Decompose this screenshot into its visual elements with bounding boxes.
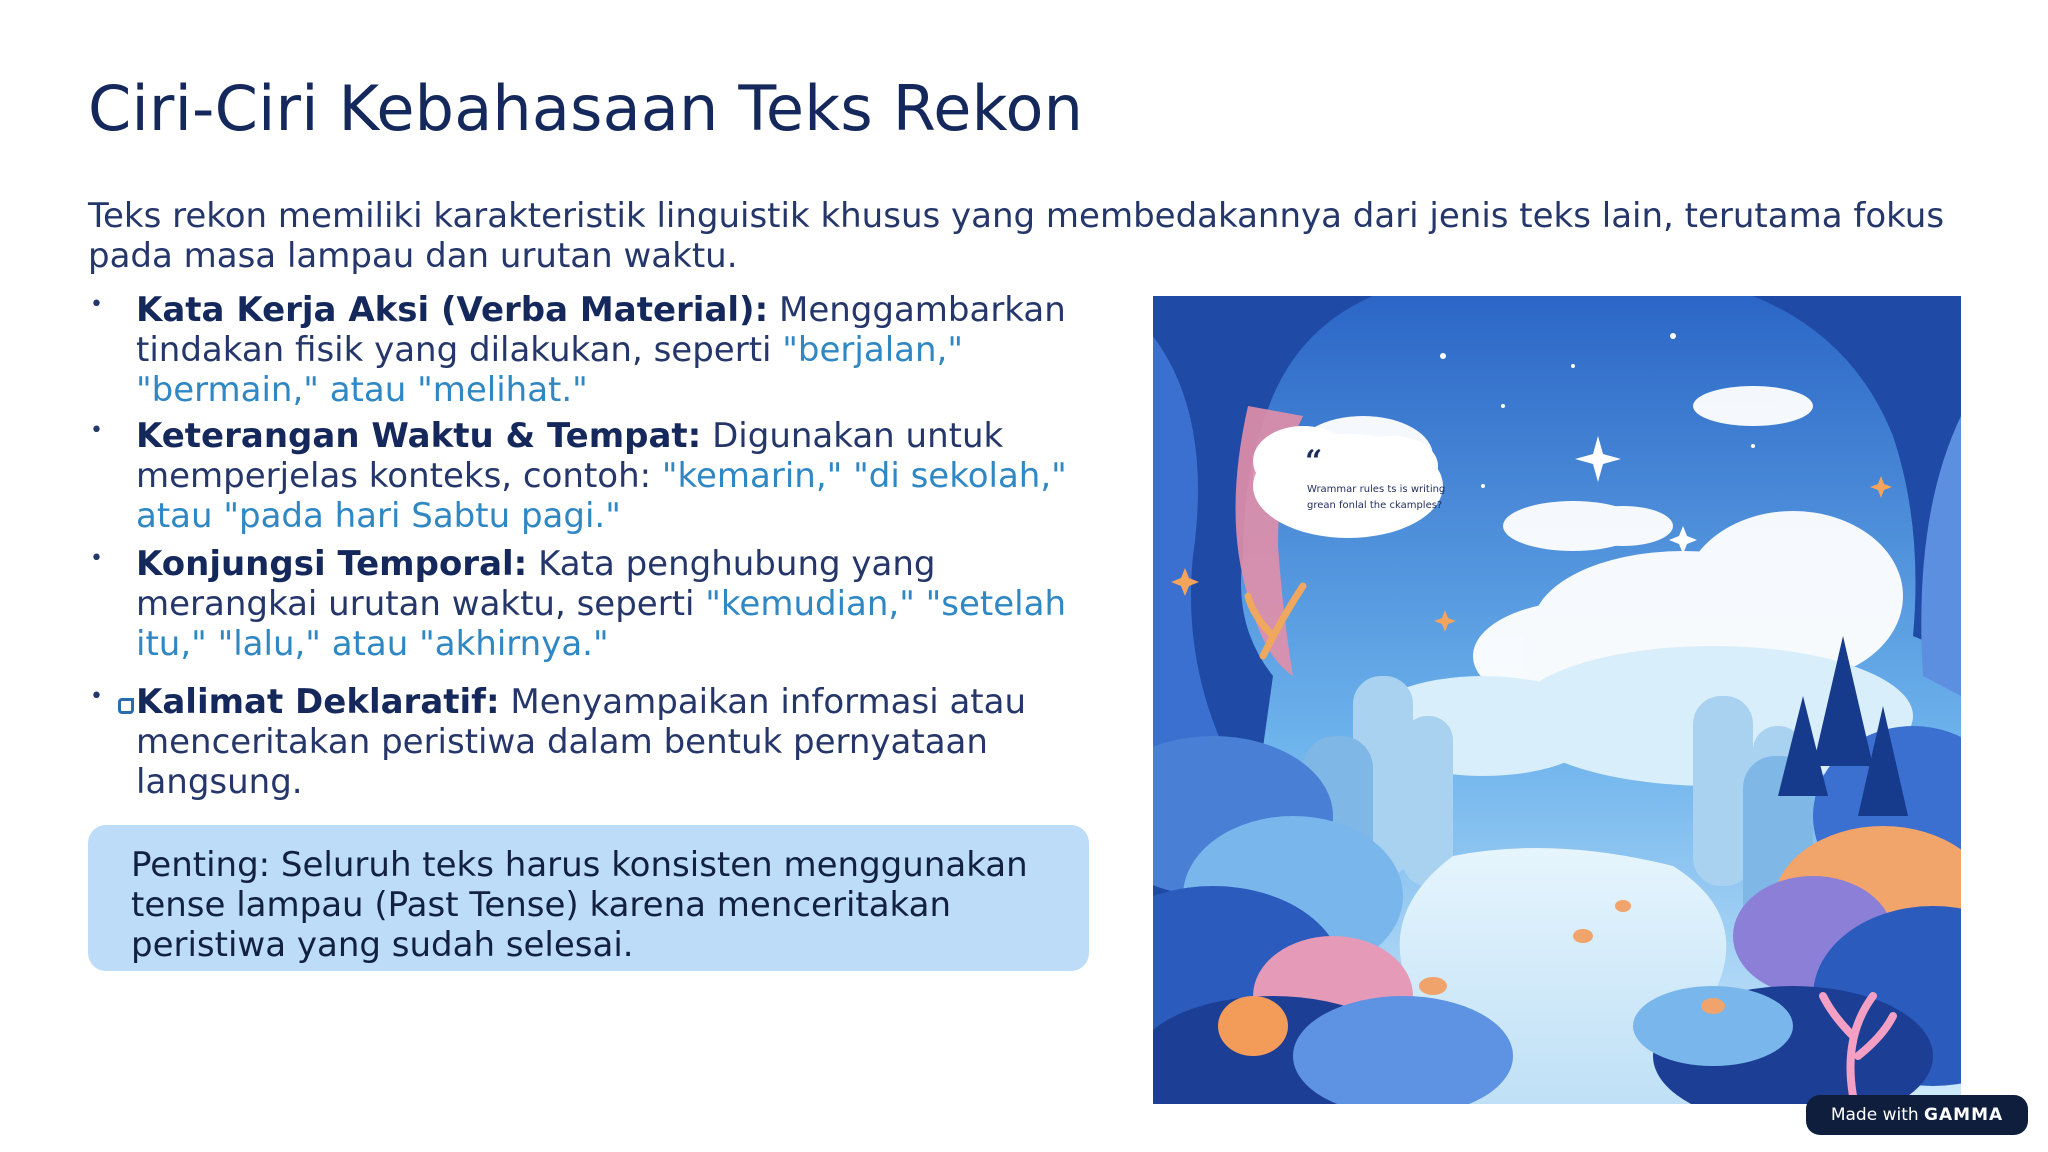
feature-list — [88, 290, 1108, 802]
fantasy-landscape-illustration — [1153, 296, 1961, 1104]
list-item-term: Konjungsi Temporal: — [136, 544, 528, 584]
intro-paragraph: Teks rekon memiliki karakteristik linguistik khusus yang membedakannya dari jenis teks lain, terutama fokus pada masa lampau dan urutan waktu. — [88, 196, 1945, 276]
bullet-icon: • — [90, 684, 103, 709]
note-edit-icon[interactable] — [118, 698, 134, 714]
list-item-desc: Menyampaikan informasi atau menceritakan peristiwa dalam bentuk pernyataan langsung. — [136, 682, 1027, 802]
list-item-term: Kalimat Deklaratif: — [136, 682, 500, 722]
list-item — [88, 544, 1108, 664]
list-item-desc: Digunakan untuk memperjelas konteks, contoh: — [136, 416, 1004, 496]
bubble-text-line-2: grean fonlal the ckamples? — [1307, 500, 1443, 511]
gamma-logo-text: GAMMA — [1924, 1105, 2004, 1125]
list-item — [88, 682, 1108, 802]
list-item-term: Keterangan Waktu & Tempat: — [136, 416, 702, 456]
landscape-svg — [1153, 296, 1961, 1104]
list-item-examples: "kemarin," "di sekolah," atau "pada hari Sabtu pagi." — [136, 456, 1067, 536]
important-callout: Penting: Seluruh teks harus konsisten menggunakan tense lampau (Past Tense) karena menceritakan peristiwa yang sudah selesai. — [88, 825, 1089, 971]
badge-prefix: Made with — [1830, 1105, 1919, 1125]
list-item — [88, 290, 1108, 410]
list-item-desc: Kata penghubung yang merangkai urutan waktu, seperti — [136, 544, 936, 624]
bullet-icon: • — [90, 546, 103, 571]
list-item — [88, 416, 1108, 536]
bullet-icon: • — [90, 292, 103, 317]
quote-mark-icon: “ — [1305, 444, 1323, 479]
list-item-examples: "kemudian," "setelah itu," "lalu," atau "akhirnya." — [136, 584, 1067, 664]
list-item-desc: Menggambarkan tindakan fisik yang dilakukan, seperti — [136, 290, 1066, 370]
speech-bubble — [1253, 426, 1446, 538]
list-item-examples: "berjalan," "bermain," atau "melihat." — [136, 330, 963, 410]
bullet-icon: • — [90, 418, 103, 443]
slide-title: Ciri-Ciri Kebahasaan Teks Rekon — [88, 72, 1084, 145]
list-item-term: Kata Kerja Aksi (Verba Material): — [136, 290, 769, 330]
bubble-text-line-1: Wrammar rules ts is writing — [1307, 484, 1446, 495]
made-with-gamma-badge[interactable] — [1806, 1095, 2028, 1135]
